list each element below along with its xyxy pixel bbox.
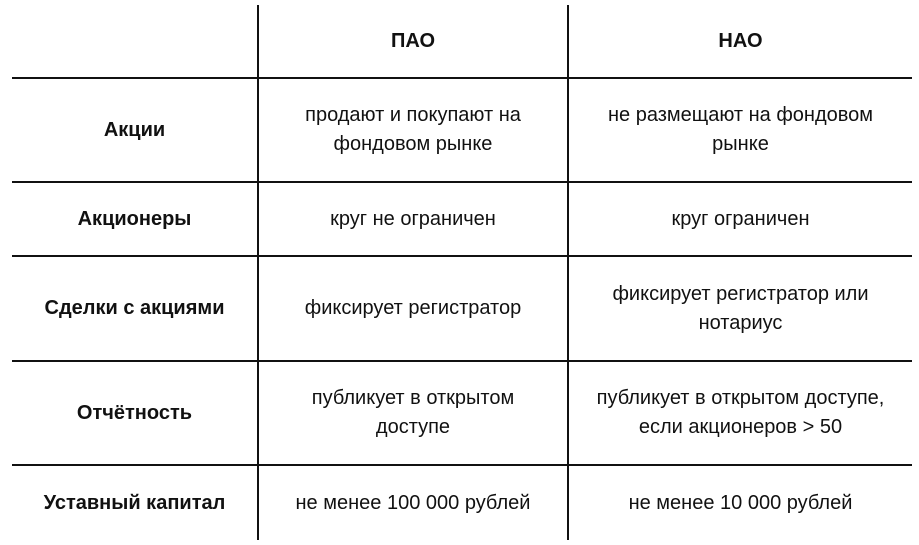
comparison-table — [12, 5, 912, 540]
row-label-share-deals: Сделки с акциями — [12, 256, 258, 361]
row-label-shareholders: Акционеры — [12, 182, 258, 256]
table-header-row — [12, 5, 912, 78]
cell-nao-reporting: публикует в открытом доступе, если акционеров > 50 — [568, 361, 912, 465]
header-empty-cell — [12, 5, 258, 78]
table-row — [12, 78, 912, 182]
cell-nao-shareholders: круг ограничен — [568, 182, 912, 256]
cell-nao-share-deals: фиксирует регистратор или нотариус — [568, 256, 912, 361]
table-row — [12, 465, 912, 540]
cell-nao-charter-capital: не менее 10 000 рублей — [568, 465, 912, 540]
table-row — [12, 182, 912, 256]
cell-pao-reporting: публикует в открытом доступе — [258, 361, 568, 465]
row-label-charter-capital: Уставный капитал — [43, 491, 226, 514]
cell-nao-shares: не размещают на фондовом рынке — [568, 78, 912, 182]
cell-pao-shares: продают и покупают на фондовом рынке — [258, 78, 568, 182]
row-label-reporting: Отчётность — [12, 361, 258, 465]
header-pao: ПАО — [258, 5, 568, 78]
header-nao: НАО — [568, 5, 912, 78]
cell-pao-shareholders: круг не ограничен — [258, 182, 568, 256]
row-label-shares: Акции — [12, 78, 258, 182]
cell-pao-share-deals: фиксирует регистратор — [258, 256, 568, 361]
table-row — [12, 256, 912, 361]
table-row — [12, 361, 912, 465]
cell-pao-charter-capital: не менее 100 000 рублей — [258, 465, 568, 540]
